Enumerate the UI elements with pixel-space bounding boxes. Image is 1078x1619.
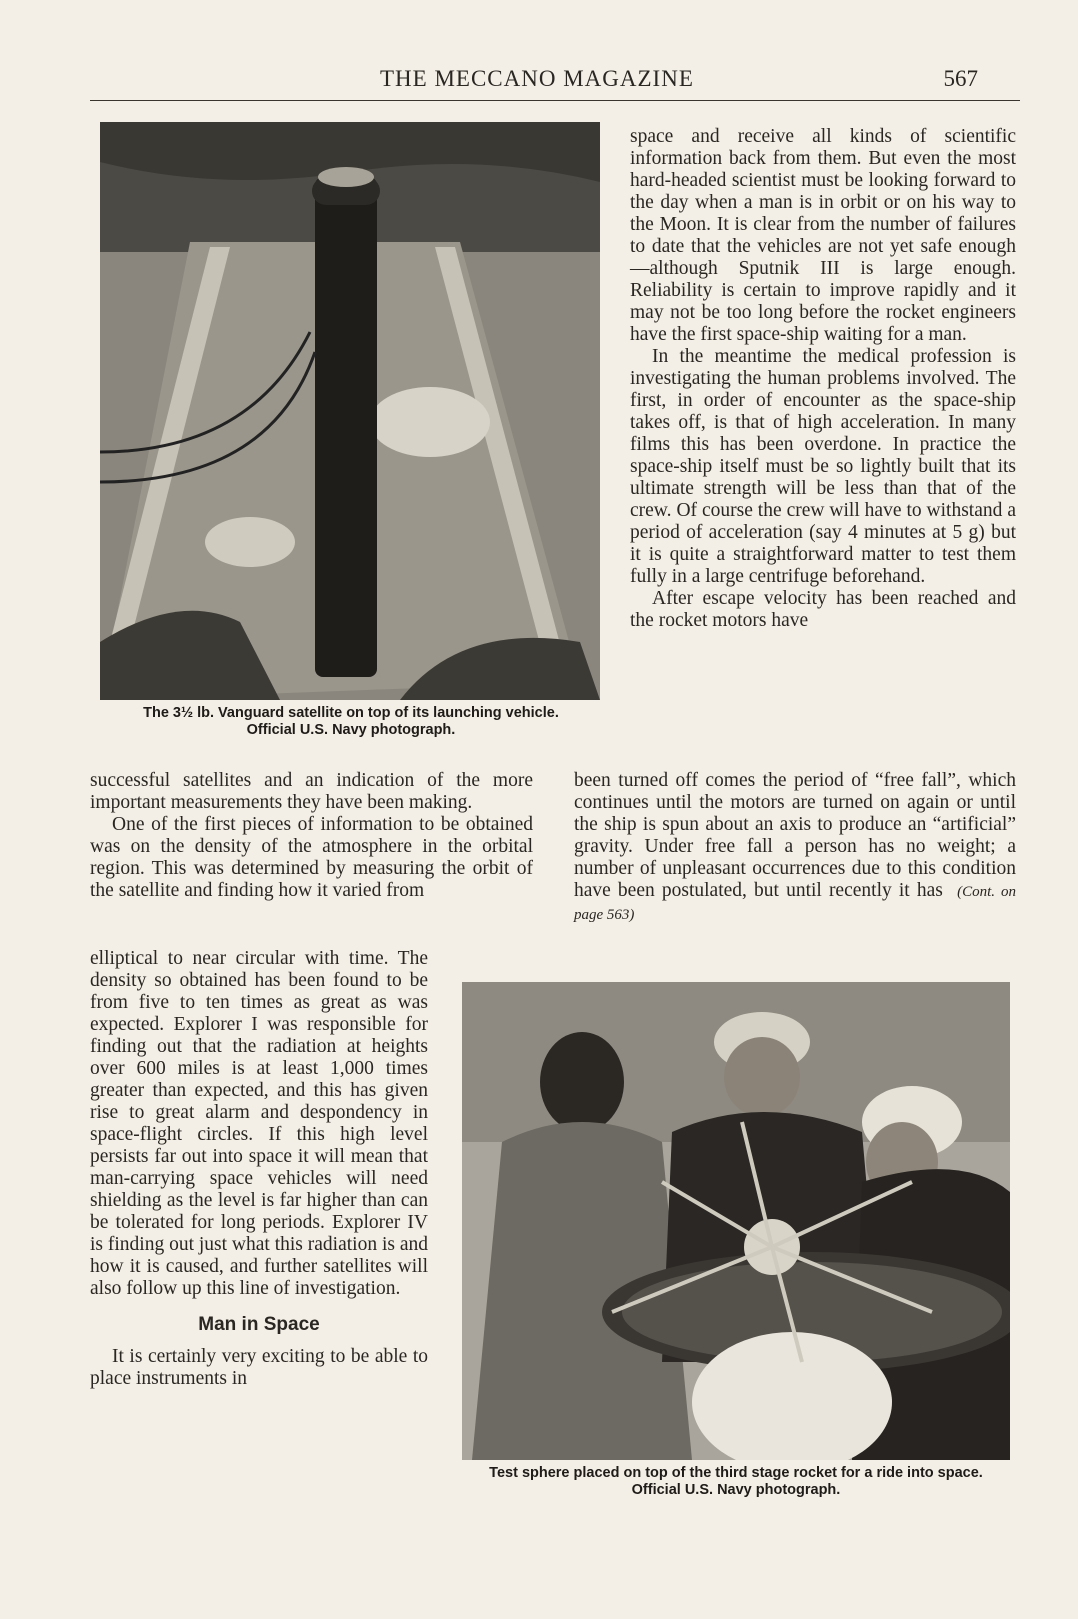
- test-sphere-photo-image: [462, 982, 1010, 1460]
- caption-line: Test sphere placed on top of the third stage rocket for a ride into space.: [489, 1465, 983, 1481]
- paragraph: One of the first pieces of information to be obtained was on the density of the atmosphere in the orbital region. This was determined by measuring the orbit of the satellite and finding how it varied from: [90, 814, 533, 901]
- paragraph: After escape velocity has been reached and the rocket motors have: [630, 588, 1016, 631]
- continuation-note: (Cont. on page 563): [574, 884, 1016, 923]
- vanguard-photo-image: [100, 122, 600, 700]
- caption-credit: Official U.S. Navy photograph.: [631, 1482, 841, 1498]
- paragraph: [574, 770, 1016, 926]
- left-narrow-column: [90, 948, 428, 1390]
- paragraph: space and receive all kinds of scientific information back from them. But even the most hard-headed scientist must be looking forward to the day when a man is in orbit or on his way to the Moon. It is clear from the number of failures to date that the vehicles are not yet safe enough—although Sputnik III is large enough. Reliability is certain to improve rapidly and it may not be too long before the rocket engineers have the first space-ship waiting for a man.: [630, 126, 1016, 345]
- right-column-continued: [574, 770, 1016, 926]
- caption-line: The 3½ lb. Vanguard satellite on top of its launching vehicle.: [143, 705, 559, 721]
- paragraph: successful satellites and an indication of the more important measurements they have been making.: [90, 770, 533, 813]
- test-sphere-photo-caption: [452, 1465, 1020, 1499]
- test-sphere-photo: [462, 982, 1010, 1460]
- left-column: [90, 770, 533, 902]
- caption-credit: Official U.S. Navy photograph.: [246, 722, 456, 738]
- page-header: [90, 62, 1020, 101]
- right-column: [630, 126, 1016, 632]
- section-heading: Man in Space: [198, 1314, 320, 1335]
- magazine-title: THE MECCANO MAGAZINE: [380, 66, 694, 91]
- paragraph: elliptical to near circular with time. The density so obtained has been found to be from five to ten times as great as was expected. Explorer I was responsible for finding out that the radiation at heights over 600 miles is at least 1,000 times greater than expected, and this has given rise to great alarm and despondency in space-flight circles. If this high level persists far out into space it will mean that man-carrying space vehicles will need shielding as the level is far higher than can be tolerated for long periods. Explorer IV is finding out just what this radiation is and how it is caused, and further satellites will also follow up this line of investigation.: [90, 948, 428, 1299]
- paragraph: It is certainly very exciting to be able to place instruments in: [90, 1346, 428, 1389]
- vanguard-photo: [100, 122, 600, 700]
- vanguard-photo-caption: [92, 705, 610, 739]
- paragraph-text: been turned off comes the period of “free fall”, which continues until the motors are turned on again or until the ship is spun about an axis to produce an “artificial” gravity. Under free fall a person has no weight; a number of unpleasant occurrences due to this condition have been postulated, but until recently it has: [574, 770, 1016, 901]
- paragraph: In the meantime the medical profession is investigating the human problems involved. The first, in order of encounter as the space-ship takes off, is that of high acceleration. In many films this has been overdone. In practice the space-ship itself must be so lightly built that its ultimate strength will be less than that of the crew. Of course the crew will have to withstand a period of acceleration (say 4 minutes at 5 g) but it is quite a straightforward matter to test them fully in a large centrifuge beforehand.: [630, 346, 1016, 587]
- page-number: 567: [943, 66, 978, 91]
